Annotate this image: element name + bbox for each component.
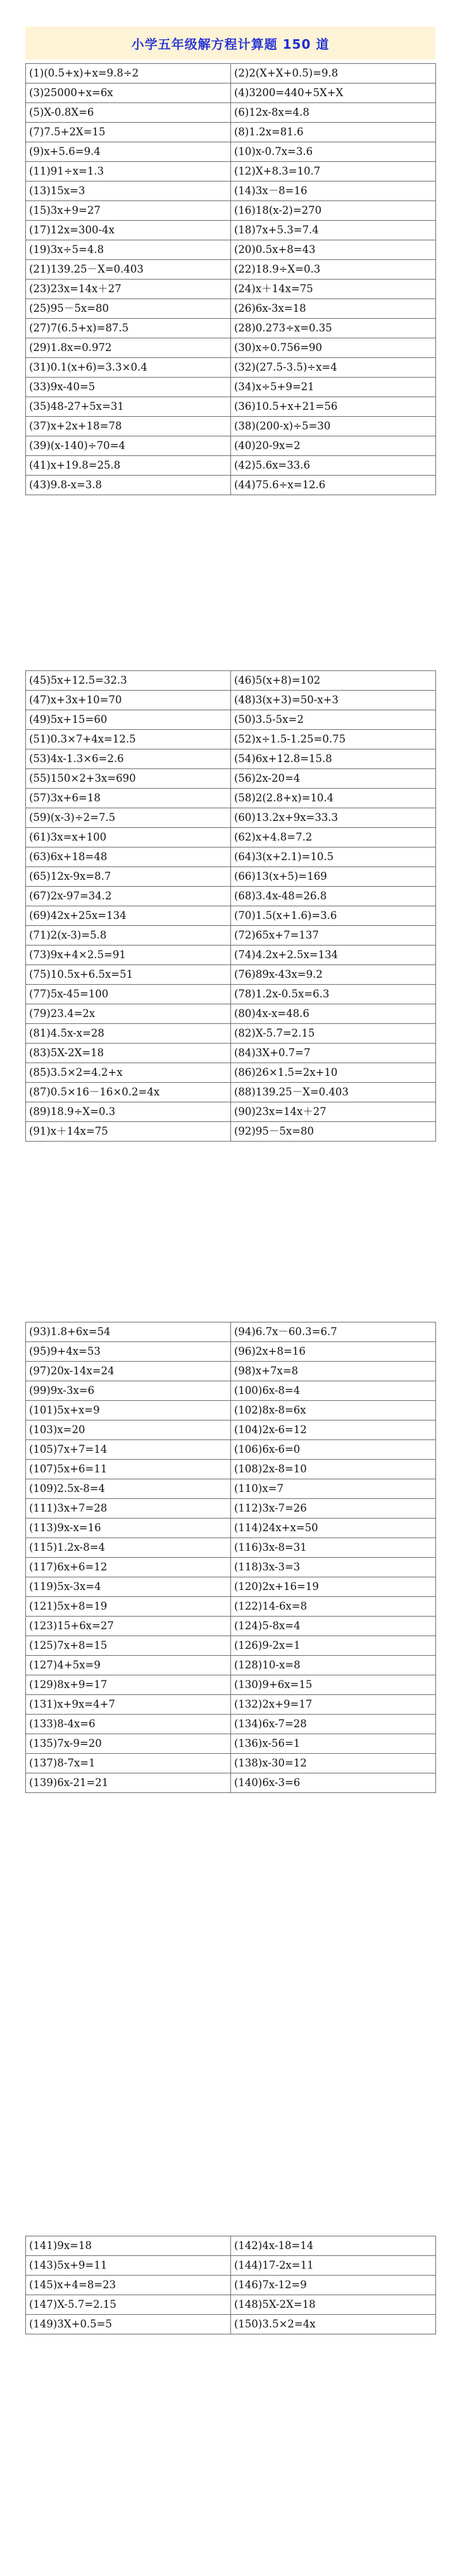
equation-cell: (93)1.8+6x=54 <box>26 1322 231 1342</box>
problem-row <box>26 1617 436 1636</box>
equation-cell: (45)5x+12.5=32.3 <box>26 671 231 691</box>
problem-row <box>26 1734 436 1754</box>
equation-cell: (90)23x=14x＋27 <box>231 1102 436 1122</box>
equation-cell: (24)x＋14x=75 <box>231 280 436 299</box>
equation-cell: (135)7x-9=20 <box>26 1734 231 1754</box>
equation-cell: (95)9+4x=53 <box>26 1342 231 1362</box>
equation-cell: (118)3x-3=3 <box>231 1558 436 1577</box>
problem-row <box>26 1754 436 1773</box>
problem-rows <box>26 1322 436 1793</box>
problem-row <box>26 1597 436 1617</box>
equation-cell: (19)3x÷5=4.8 <box>26 240 231 260</box>
equation-cell: (47)x+3x+10=70 <box>26 691 231 710</box>
problem-row <box>26 946 436 965</box>
equation-cell: (141)9x=18 <box>26 2236 231 2256</box>
equation-cell: (29)1.8x=0.972 <box>26 338 231 358</box>
equation-cell: (21)139.25－X=0.403 <box>26 260 231 280</box>
equation-cell: (125)7x+8=15 <box>26 1636 231 1656</box>
problem-row <box>26 1322 436 1342</box>
equation-cell: (58)2(2.8+x)=10.4 <box>231 789 436 808</box>
problem-row <box>26 1656 436 1675</box>
equation-cell: (54)6x+12.8=15.8 <box>231 749 436 769</box>
equation-cell: (107)5x+6=11 <box>26 1460 231 1479</box>
equation-cell: (111)3x+7=28 <box>26 1499 231 1519</box>
problem-table-3 <box>25 1322 436 1793</box>
equation-cell: (16)18(x-2)=270 <box>231 201 436 221</box>
equation-cell: (131)x+9x=4+7 <box>26 1695 231 1715</box>
equation-cell: (40)20-9x=2 <box>231 436 436 456</box>
equation-cell: (86)26×1.5=2x+10 <box>231 1063 436 1083</box>
equation-cell: (121)5x+8=19 <box>26 1597 231 1617</box>
problem-row <box>26 2256 436 2276</box>
problem-row <box>26 1063 436 1083</box>
problem-row <box>26 1460 436 1479</box>
problem-row <box>26 358 436 378</box>
problem-row <box>26 1401 436 1420</box>
equation-cell: (100)6x-8=4 <box>231 1381 436 1401</box>
problem-row <box>26 769 436 789</box>
equation-cell: (48)3(x+3)=50-x+3 <box>231 691 436 710</box>
equation-cell: (69)42x+25x=134 <box>26 906 231 926</box>
problem-row <box>26 867 436 887</box>
equation-cell: (33)9x-40=5 <box>26 378 231 397</box>
equation-cell: (51)0.3×7+4x=12.5 <box>26 730 231 749</box>
problem-row <box>26 2276 436 2295</box>
equation-cell: (140)6x-3=6 <box>231 1773 436 1793</box>
problem-row <box>26 417 436 436</box>
equation-cell: (112)3x-7=26 <box>231 1499 436 1519</box>
problem-row <box>26 260 436 280</box>
problem-table-1 <box>25 63 436 495</box>
equation-cell: (26)6x-3x=18 <box>231 299 436 319</box>
problem-row <box>26 397 436 417</box>
equation-cell: (15)3x+9=27 <box>26 201 231 221</box>
equation-cell: (101)5x+x=9 <box>26 1401 231 1420</box>
equation-cell: (91)x＋14x=75 <box>26 1122 231 1142</box>
equation-cell: (105)7x+7=14 <box>26 1440 231 1460</box>
problem-row <box>26 1773 436 1793</box>
equation-cell: (23)23x=14x＋27 <box>26 280 231 299</box>
equation-cell: (63)6x+18=48 <box>26 847 231 867</box>
equation-cell: (55)150×2+3x=690 <box>26 769 231 789</box>
equation-cell: (138)x-30=12 <box>231 1754 436 1773</box>
problem-row <box>26 1342 436 1362</box>
equation-cell: (145)x+4=8=23 <box>26 2276 231 2295</box>
equation-cell: (94)6.7x－60.3=6.7 <box>231 1322 436 1342</box>
equation-cell: (17)12x=300-4x <box>26 221 231 240</box>
equation-cell: (89)18.9÷X=0.3 <box>26 1102 231 1122</box>
problem-row <box>26 808 436 828</box>
problem-row <box>26 103 436 123</box>
problem-row <box>26 456 436 476</box>
problem-row <box>26 1479 436 1499</box>
equation-cell: (146)7x-12=9 <box>231 2276 436 2295</box>
equation-cell: (22)18.9÷X=0.3 <box>231 260 436 280</box>
equation-cell: (147)X-5.7=2.15 <box>26 2295 231 2315</box>
problem-row <box>26 906 436 926</box>
problem-row <box>26 965 436 985</box>
problem-row <box>26 64 436 83</box>
equation-cell: (83)5X-2X=18 <box>26 1044 231 1063</box>
problem-table-2 <box>25 670 436 1142</box>
problem-row <box>26 887 436 906</box>
problem-row <box>26 985 436 1004</box>
equation-cell: (31)0.1(x+6)=3.3×0.4 <box>26 358 231 378</box>
problem-row <box>26 1362 436 1381</box>
problem-row <box>26 338 436 358</box>
problem-row <box>26 1381 436 1401</box>
equation-cell: (88)139.25－X=0.403 <box>231 1083 436 1102</box>
equation-cell: (7)7.5+2X=15 <box>26 123 231 142</box>
equation-cell: (136)x-56=1 <box>231 1734 436 1754</box>
equation-cell: (11)91÷x=1.3 <box>26 162 231 182</box>
equation-cell: (148)5X-2X=18 <box>231 2295 436 2315</box>
problem-row <box>26 299 436 319</box>
problem-row <box>26 847 436 867</box>
equation-cell: (109)2.5x-8=4 <box>26 1479 231 1499</box>
equation-cell: (59)(x-3)÷2=7.5 <box>26 808 231 828</box>
equation-cell: (72)65x+7=137 <box>231 926 436 946</box>
equation-cell: (5)X-0.8X=6 <box>26 103 231 123</box>
problem-row <box>26 1122 436 1142</box>
equation-cell: (98)x+7x=8 <box>231 1362 436 1381</box>
equation-cell: (76)89x-43x=9.2 <box>231 965 436 985</box>
equation-cell: (115)1.2x-8=4 <box>26 1538 231 1558</box>
equation-cell: (132)2x+9=17 <box>231 1695 436 1715</box>
title-banner <box>25 27 435 59</box>
problem-rows <box>26 2236 436 2334</box>
equation-cell: (44)75.6÷x=12.6 <box>231 476 436 495</box>
equation-cell: (25)95－5x=80 <box>26 299 231 319</box>
equation-cell: (77)5x-45=100 <box>26 985 231 1004</box>
equation-cell: (20)0.5x+8=43 <box>231 240 436 260</box>
equation-cell: (60)13.2x+9x=33.3 <box>231 808 436 828</box>
equation-cell: (41)x+19.8=25.8 <box>26 456 231 476</box>
equation-cell: (46)5(x+8)=102 <box>231 671 436 691</box>
equation-cell: (117)6x+6=12 <box>26 1558 231 1577</box>
problem-row <box>26 730 436 749</box>
problem-row <box>26 1440 436 1460</box>
equation-cell: (36)10.5+x+21=56 <box>231 397 436 417</box>
equation-cell: (130)9+6x=15 <box>231 1675 436 1695</box>
equation-cell: (144)17-2x=11 <box>231 2256 436 2276</box>
equation-cell: (103)x=20 <box>26 1420 231 1440</box>
problem-table-4 <box>25 2236 436 2334</box>
equation-cell: (35)48-27+5x=31 <box>26 397 231 417</box>
equation-cell: (38)(200-x)÷5=30 <box>231 417 436 436</box>
equation-cell: (114)24x+x=50 <box>231 1519 436 1538</box>
problem-row <box>26 1675 436 1695</box>
problem-rows <box>26 64 436 495</box>
equation-cell: (49)5x+15=60 <box>26 710 231 730</box>
equation-cell: (127)4+5x=9 <box>26 1656 231 1675</box>
problem-row <box>26 671 436 691</box>
equation-cell: (70)1.5(x+1.6)=3.6 <box>231 906 436 926</box>
problem-row <box>26 1715 436 1734</box>
problem-row <box>26 789 436 808</box>
equation-cell: (119)5x-3x=4 <box>26 1577 231 1597</box>
problem-row <box>26 436 436 456</box>
equation-cell: (122)14-6x=8 <box>231 1597 436 1617</box>
equation-cell: (1)(0.5+x)+x=9.8÷2 <box>26 64 231 83</box>
problem-row <box>26 1044 436 1063</box>
equation-cell: (42)5.6x=33.6 <box>231 456 436 476</box>
equation-cell: (126)9-2x=1 <box>231 1636 436 1656</box>
equation-cell: (75)10.5x+6.5x=51 <box>26 965 231 985</box>
problem-row <box>26 201 436 221</box>
equation-cell: (53)4x-1.3×6=2.6 <box>26 749 231 769</box>
problem-row <box>26 828 436 847</box>
equation-cell: (18)7x+5.3=7.4 <box>231 221 436 240</box>
equation-cell: (52)x÷1.5-1.25=0.75 <box>231 730 436 749</box>
problem-row <box>26 319 436 338</box>
problem-row <box>26 2236 436 2256</box>
equation-cell: (92)95－5x=80 <box>231 1122 436 1142</box>
equation-cell: (14)3x－8=16 <box>231 182 436 201</box>
equation-cell: (43)9.8-x=3.8 <box>26 476 231 495</box>
problem-row <box>26 240 436 260</box>
equation-cell: (79)23.4=2x <box>26 1004 231 1024</box>
equation-cell: (64)3(x+2.1)=10.5 <box>231 847 436 867</box>
equation-cell: (113)9x-x=16 <box>26 1519 231 1538</box>
problem-row <box>26 926 436 946</box>
equation-cell: (99)9x-3x=6 <box>26 1381 231 1401</box>
problem-row <box>26 749 436 769</box>
equation-cell: (3)25000+x=6x <box>26 83 231 103</box>
problem-row <box>26 1538 436 1558</box>
equation-cell: (71)2(x-3)=5.8 <box>26 926 231 946</box>
equation-cell: (116)3x-8=31 <box>231 1538 436 1558</box>
problem-row <box>26 1024 436 1044</box>
equation-cell: (28)0.273÷x=0.35 <box>231 319 436 338</box>
equation-cell: (128)10-x=8 <box>231 1656 436 1675</box>
equation-cell: (10)x-0.7x=3.6 <box>231 142 436 162</box>
equation-cell: (123)15+6x=27 <box>26 1617 231 1636</box>
problem-row <box>26 123 436 142</box>
problem-row <box>26 1420 436 1440</box>
problem-row <box>26 2315 436 2334</box>
equation-cell: (6)12x-8x=4.8 <box>231 103 436 123</box>
equation-cell: (82)X-5.7=2.15 <box>231 1024 436 1044</box>
equation-cell: (108)2x-8=10 <box>231 1460 436 1479</box>
equation-cell: (149)3X+0.5=5 <box>26 2315 231 2334</box>
equation-cell: (62)x+4.8=7.2 <box>231 828 436 847</box>
equation-cell: (37)x+2x+18=78 <box>26 417 231 436</box>
equation-cell: (78)1.2x-0.5x=6.3 <box>231 985 436 1004</box>
problem-row <box>26 691 436 710</box>
equation-cell: (84)3X+0.7=7 <box>231 1044 436 1063</box>
page-title: 小学五年级解方程计算题 150 道 <box>131 36 330 52</box>
problem-row <box>26 378 436 397</box>
equation-cell: (30)x÷0.756=90 <box>231 338 436 358</box>
equation-cell: (4)3200=440+5X+X <box>231 83 436 103</box>
equation-cell: (134)6x-7=28 <box>231 1715 436 1734</box>
problem-row <box>26 1083 436 1102</box>
equation-cell: (8)1.2x=81.6 <box>231 123 436 142</box>
equation-cell: (102)8x-8=6x <box>231 1401 436 1420</box>
equation-cell: (12)X+8.3=10.7 <box>231 162 436 182</box>
equation-cell: (80)4x-x=48.6 <box>231 1004 436 1024</box>
equation-cell: (9)x+5.6=9.4 <box>26 142 231 162</box>
problem-row <box>26 1636 436 1656</box>
equation-cell: (34)x÷5+9=21 <box>231 378 436 397</box>
equation-cell: (13)15x=3 <box>26 182 231 201</box>
problem-row <box>26 162 436 182</box>
equation-cell: (66)13(x+5)=169 <box>231 867 436 887</box>
problem-row <box>26 83 436 103</box>
problem-row <box>26 1499 436 1519</box>
equation-cell: (74)4.2x+2.5x=134 <box>231 946 436 965</box>
equation-cell: (97)20x-14x=24 <box>26 1362 231 1381</box>
problem-row <box>26 710 436 730</box>
problem-row <box>26 2295 436 2315</box>
problem-row <box>26 1577 436 1597</box>
equation-cell: (129)8x+9=17 <box>26 1675 231 1695</box>
problem-row <box>26 1004 436 1024</box>
problem-row <box>26 1519 436 1538</box>
equation-cell: (96)2x+8=16 <box>231 1342 436 1362</box>
equation-cell: (57)3x+6=18 <box>26 789 231 808</box>
equation-cell: (124)5-8x=4 <box>231 1617 436 1636</box>
equation-cell: (106)6x-6=0 <box>231 1440 436 1460</box>
problem-row <box>26 1102 436 1122</box>
problem-row <box>26 476 436 495</box>
equation-cell: (81)4.5x-x=28 <box>26 1024 231 1044</box>
equation-cell: (139)6x-21=21 <box>26 1773 231 1793</box>
problem-row <box>26 280 436 299</box>
problem-row <box>26 221 436 240</box>
equation-cell: (68)3.4x-48=26.8 <box>231 887 436 906</box>
equation-cell: (120)2x+16=19 <box>231 1577 436 1597</box>
equation-cell: (61)3x=x+100 <box>26 828 231 847</box>
equation-cell: (39)(x-140)÷70=4 <box>26 436 231 456</box>
equation-cell: (73)9x+4×2.5=91 <box>26 946 231 965</box>
equation-cell: (85)3.5×2=4.2+x <box>26 1063 231 1083</box>
equation-cell: (27)7(6.5+x)=87.5 <box>26 319 231 338</box>
problem-row <box>26 1558 436 1577</box>
problem-row <box>26 182 436 201</box>
equation-cell: (56)2x-20=4 <box>231 769 436 789</box>
equation-cell: (87)0.5×16－16×0.2=4x <box>26 1083 231 1102</box>
equation-cell: (150)3.5×2=4x <box>231 2315 436 2334</box>
equation-cell: (142)4x-18=14 <box>231 2236 436 2256</box>
equation-cell: (133)8-4x=6 <box>26 1715 231 1734</box>
equation-cell: (137)8-7x=1 <box>26 1754 231 1773</box>
equation-cell: (67)2x-97=34.2 <box>26 887 231 906</box>
problem-rows <box>26 671 436 1142</box>
problem-row <box>26 142 436 162</box>
equation-cell: (32)(27.5-3.5)÷x=4 <box>231 358 436 378</box>
equation-cell: (104)2x-6=12 <box>231 1420 436 1440</box>
equation-cell: (143)5x+9=11 <box>26 2256 231 2276</box>
equation-cell: (50)3.5-5x=2 <box>231 710 436 730</box>
equation-cell: (110)x=7 <box>231 1479 436 1499</box>
equation-cell: (2)2(X+X+0.5)=9.8 <box>231 64 436 83</box>
problem-row <box>26 1695 436 1715</box>
equation-cell: (65)12x-9x=8.7 <box>26 867 231 887</box>
